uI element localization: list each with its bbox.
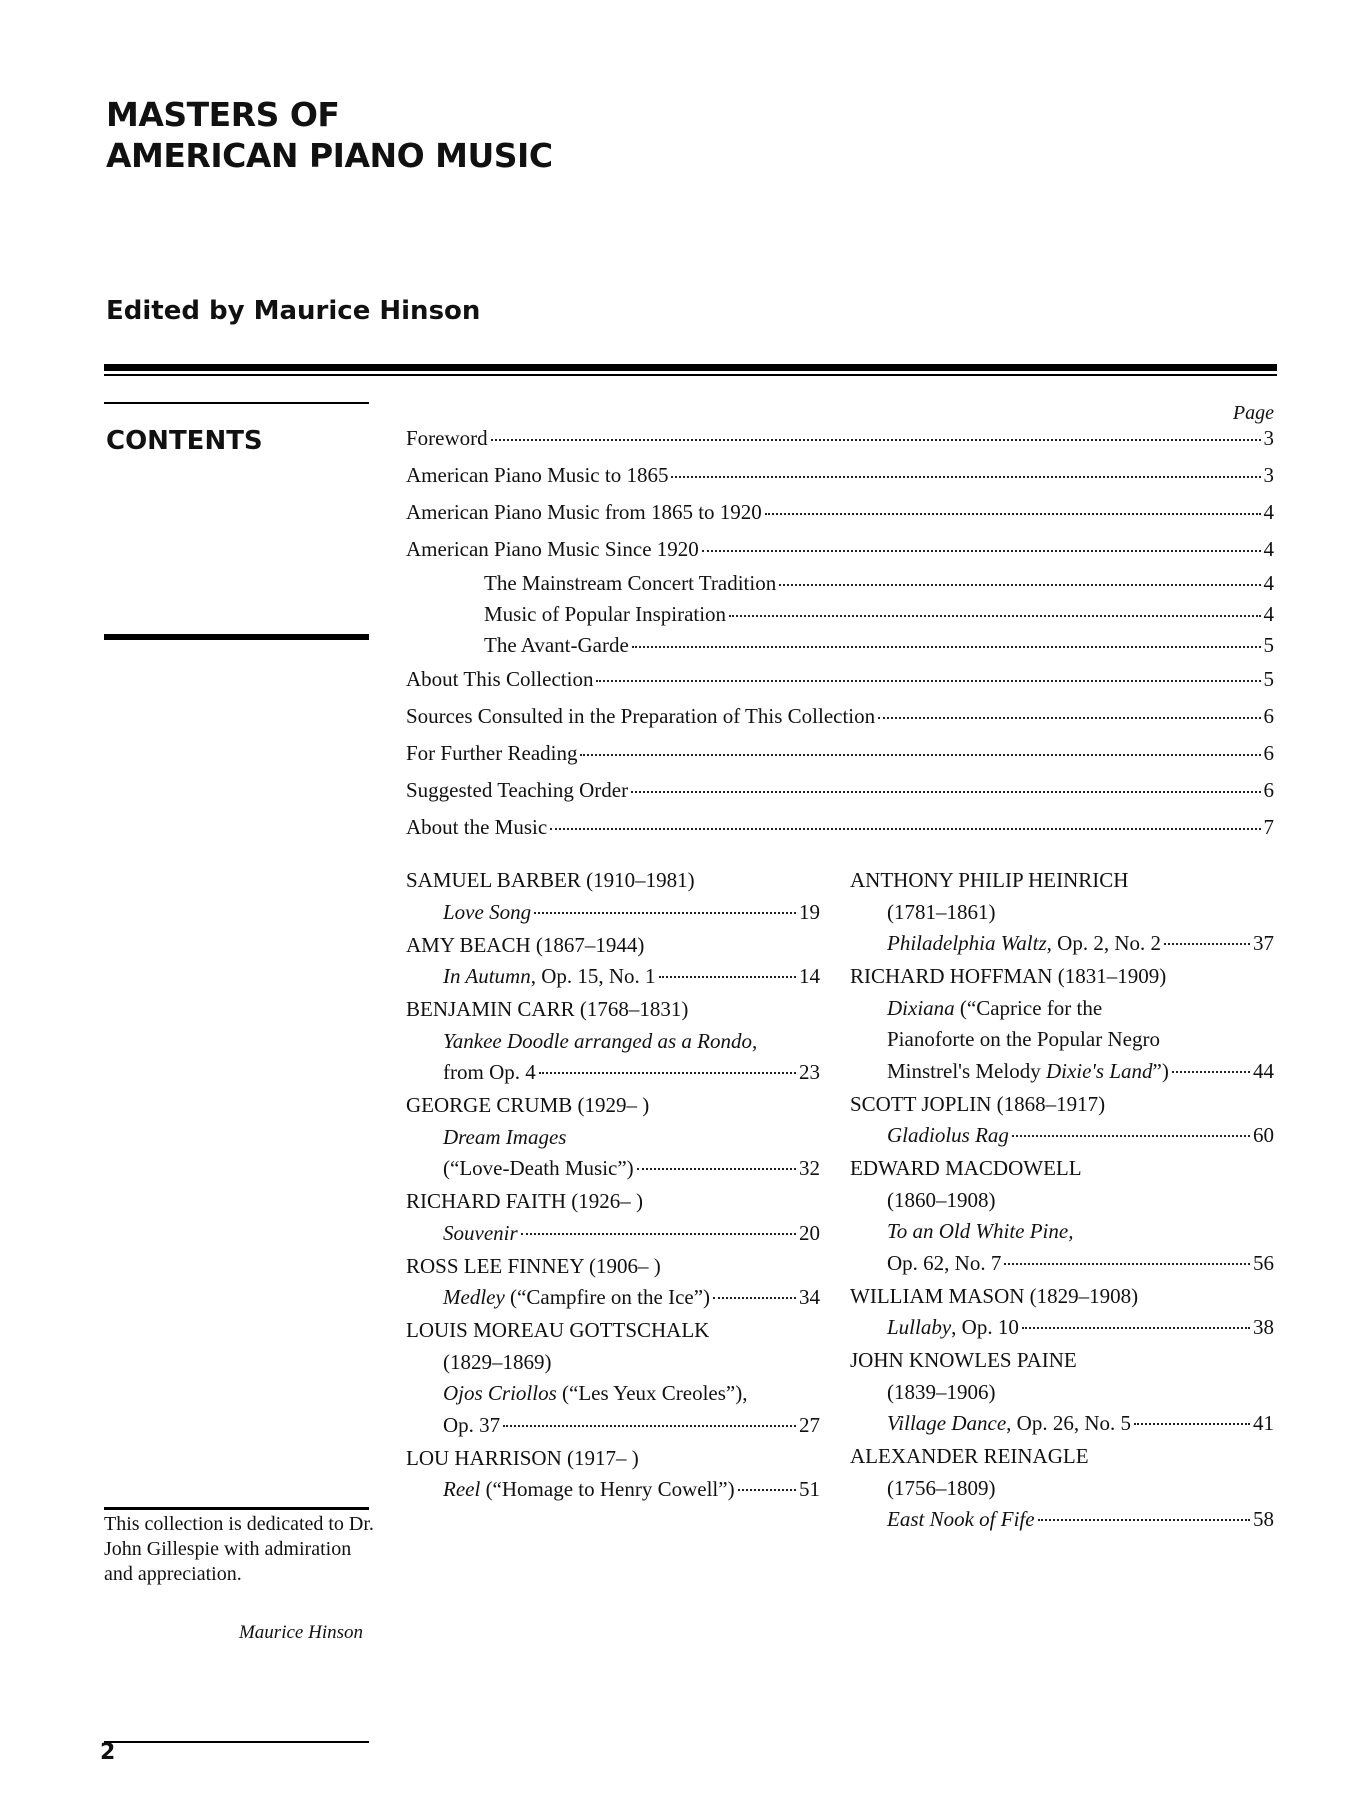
composer-list-right — [850, 865, 1274, 1537]
work-title — [443, 1474, 735, 1506]
leader-dots — [659, 976, 796, 978]
composer-entry — [850, 1281, 1274, 1344]
composer-name: BENJAMIN CARR (1768–1831) — [406, 997, 689, 1021]
work-title-italic: Reel — [443, 1477, 481, 1501]
book-title — [106, 94, 553, 176]
composer-dates: (1756–1809) — [887, 1475, 996, 1500]
work-title-italic: Village Dance — [887, 1411, 1007, 1435]
work-title-italic: Dixie's Land — [1045, 1058, 1153, 1083]
work-line — [850, 1248, 1274, 1280]
toc-entry-label: For Further Reading — [406, 741, 578, 765]
work-line — [406, 961, 820, 993]
work-page: 34 — [799, 1285, 820, 1309]
toc-entry-page: 5 — [1263, 633, 1274, 657]
work-title-text: ”) — [1152, 1058, 1169, 1083]
work-line — [406, 1122, 820, 1154]
work-line — [850, 1216, 1274, 1248]
work-line — [850, 928, 1274, 960]
toc-entry — [406, 735, 1274, 772]
work-page: 38 — [1253, 1315, 1274, 1339]
composer-name: ROSS LEE FINNEY (1906– ) — [406, 1253, 661, 1278]
composer-list-left — [406, 865, 820, 1507]
work-title-italic: Gladiolus Rag — [887, 1123, 1009, 1147]
work-page: 14 — [799, 964, 820, 988]
work-title-text: , Op. 10 — [951, 1315, 1019, 1339]
work-title-italic: Ojos Criollos — [443, 1381, 557, 1405]
leader-dots — [539, 1072, 796, 1074]
work-title — [887, 1312, 1019, 1344]
work-line — [406, 1410, 820, 1442]
toc-leader-dots — [702, 550, 1261, 552]
composer-dates: (1839–1906) — [887, 1379, 996, 1404]
composer-dates: (1860–1908) — [887, 1187, 996, 1212]
leader-dots — [1172, 1071, 1250, 1073]
composer-name: SCOTT JOPLIN (1868–1917) — [850, 1091, 1106, 1116]
work-title — [443, 1122, 566, 1154]
toc-entry — [406, 457, 1274, 494]
work-title — [443, 1057, 536, 1089]
work-title — [887, 1056, 1169, 1088]
composer-name: WILLIAM MASON (1829–1908) — [850, 1283, 1139, 1308]
composer-name: EDWARD MACDOWELL — [850, 1156, 1082, 1180]
composer-entry — [850, 865, 1274, 960]
dedication-text: This collection is dedicated to Dr. John Gillespie with admiration and appreciation. — [104, 1513, 374, 1585]
composer-entry — [406, 1315, 820, 1441]
work-title-text: (“Homage to Henry Cowell”) — [480, 1477, 735, 1501]
composer-entry — [406, 994, 820, 1089]
work-page: 32 — [799, 1156, 820, 1180]
work-title-italic: Yankee Doodle arranged as a Rondo, — [443, 1028, 758, 1053]
work-title-text: Op. 37 — [443, 1412, 501, 1437]
work-line — [406, 1057, 820, 1089]
work-title — [443, 1282, 710, 1314]
work-title-italic: To an Old White Pine, — [887, 1219, 1074, 1243]
work-title — [443, 1026, 757, 1058]
composer-entry — [406, 865, 820, 928]
header-rule-thick — [104, 364, 1277, 371]
work-title — [443, 1410, 500, 1442]
work-page: 60 — [1253, 1123, 1274, 1147]
toc-leader-dots — [765, 513, 1261, 515]
toc-leader-dots — [779, 584, 1260, 586]
work-title-italic: East Nook of Fife — [887, 1507, 1035, 1531]
composer-entry — [406, 1443, 820, 1506]
toc-entry-page: 5 — [1263, 667, 1274, 691]
composer-entry — [850, 1153, 1274, 1279]
work-title-text: (“Love-Death Music”) — [443, 1156, 634, 1180]
leader-dots — [637, 1168, 796, 1170]
toc-entry-page: 4 — [1263, 500, 1274, 524]
toc-entry-page: 6 — [1263, 741, 1274, 765]
toc-entry-label: About This Collection — [406, 667, 594, 691]
work-page: 27 — [799, 1412, 820, 1437]
toc-entry-label: American Piano Music to 1865 — [406, 463, 669, 487]
work-title — [887, 1248, 1001, 1280]
work-title-italic: Dixiana — [887, 995, 955, 1020]
toc-entry-page: 6 — [1263, 704, 1274, 728]
work-title-text: Minstrel's Melody — [887, 1058, 1046, 1083]
work-title-text: , Op. 15, No. 1 — [530, 964, 656, 988]
work-line — [406, 1218, 820, 1250]
work-title-text: Op. 62, No. 7 — [887, 1250, 1002, 1275]
editor-credit: Edited by Maurice Hinson — [106, 296, 481, 326]
composer-entry — [406, 1090, 820, 1185]
work-title — [887, 993, 1102, 1025]
toc-entry — [406, 698, 1274, 735]
work-title-italic: In Autumn — [443, 964, 531, 988]
toc-leader-dots — [631, 791, 1260, 793]
toc-entry — [406, 809, 1274, 846]
toc-entry — [406, 494, 1274, 531]
work-line — [850, 1056, 1274, 1088]
title-line-2: AMERICAN PIANO MUSIC — [106, 136, 553, 175]
leader-dots — [521, 1233, 796, 1235]
work-line — [850, 993, 1274, 1025]
footer-rule — [104, 1741, 369, 1743]
dedication-rule — [104, 1507, 369, 1510]
composer-name: RICHARD FAITH (1926– ) — [406, 1189, 644, 1213]
leader-dots — [713, 1297, 796, 1299]
work-title-text: (“Campfire on the Ice”) — [504, 1285, 711, 1309]
toc-entry-page: 4 — [1263, 537, 1274, 561]
work-title-text: from Op. 4 — [443, 1060, 536, 1084]
work-title-italic: Love Song — [443, 899, 532, 924]
toc-entry-label: American Piano Music Since 1920 — [406, 537, 699, 561]
composer-name: AMY BEACH (1867–1944) — [406, 932, 645, 957]
toc-entry — [406, 531, 1274, 568]
header-rule-thin — [104, 374, 1277, 376]
composer-name: GEORGE CRUMB (1929– ) — [406, 1093, 650, 1117]
work-title — [887, 1120, 1009, 1152]
leader-dots — [1134, 1423, 1250, 1425]
toc-entry-label: Music of Popular Inspiration — [484, 602, 727, 626]
toc-leader-dots — [596, 680, 1260, 682]
toc-entry-label: The Mainstream Concert Tradition — [484, 571, 777, 595]
composer-dates: (1829–1869) — [443, 1349, 552, 1374]
work-line — [406, 1474, 820, 1506]
work-title — [887, 1504, 1035, 1536]
work-title-text: , Op. 26, No. 5 — [1006, 1411, 1131, 1435]
work-title-italic: Medley — [443, 1285, 505, 1309]
composer-name: RICHARD HOFFMAN (1831–1909) — [850, 964, 1167, 988]
toc-entry-page: 3 — [1263, 426, 1274, 450]
work-title — [443, 961, 656, 993]
toc-leader-dots — [729, 615, 1260, 617]
contents-rule-bottom — [104, 634, 369, 640]
work-title-italic: Philadelphia Waltz — [887, 931, 1047, 955]
toc-entry-label: Foreword — [406, 426, 488, 450]
work-title-italic: Lullaby — [887, 1315, 952, 1339]
composer-entry — [406, 1251, 820, 1314]
leader-dots — [1022, 1327, 1250, 1329]
work-page: 51 — [799, 1477, 820, 1501]
toc-entry-page: 4 — [1263, 602, 1274, 626]
toc-leader-dots — [550, 828, 1260, 830]
toc-leader-dots — [878, 717, 1260, 719]
work-title-italic: Dream Images — [443, 1124, 567, 1149]
title-line-1: MASTERS OF — [106, 95, 340, 134]
composer-dates: (1781–1861) — [887, 899, 996, 924]
composer-entry — [850, 1441, 1274, 1536]
page-number: 2 — [100, 1740, 116, 1765]
leader-dots — [1038, 1519, 1250, 1521]
work-title-text: (“Les Yeux Creoles”), — [556, 1381, 748, 1405]
composer-name: LOUIS MOREAU GOTTSCHALK — [406, 1318, 710, 1342]
work-page: 37 — [1253, 931, 1274, 955]
toc-entry — [406, 630, 1274, 661]
composer-entry — [850, 1345, 1274, 1440]
work-title — [443, 1218, 518, 1250]
work-page: 23 — [799, 1060, 820, 1084]
work-line — [406, 1026, 820, 1058]
work-page: 58 — [1253, 1507, 1274, 1531]
work-line — [850, 1024, 1274, 1056]
composer-entry — [406, 1186, 820, 1249]
work-line — [406, 1378, 820, 1410]
work-page: 56 — [1253, 1250, 1274, 1275]
work-page: 19 — [799, 899, 820, 924]
work-title — [443, 897, 531, 929]
toc-entry-label: Sources Consulted in the Preparation of This Collection — [406, 704, 876, 728]
leader-dots — [503, 1425, 796, 1427]
toc-leader-dots — [580, 754, 1260, 756]
work-title — [443, 1378, 747, 1410]
dedication-signature: Maurice Hinson — [238, 1622, 363, 1643]
work-page: 20 — [799, 1220, 820, 1245]
composer-entry — [850, 1089, 1274, 1152]
table-of-contents — [406, 420, 1274, 846]
leader-dots — [738, 1489, 796, 1491]
work-line — [406, 897, 820, 929]
work-title — [443, 1153, 634, 1185]
toc-entry — [406, 772, 1274, 809]
work-title-text: , Op. 2, No. 2 — [1046, 931, 1161, 955]
toc-entry-page: 4 — [1263, 571, 1274, 595]
leader-dots — [1164, 943, 1250, 945]
contents-rule-top — [104, 402, 369, 404]
composer-entry — [850, 961, 1274, 1087]
toc-entry-label: About the Music — [406, 815, 548, 839]
toc-leader-dots — [671, 476, 1260, 478]
composer-name: LOU HARRISON (1917– ) — [406, 1445, 639, 1470]
toc-entry-label: Suggested Teaching Order — [406, 778, 629, 802]
work-line — [850, 1408, 1274, 1440]
toc-entry-page: 6 — [1263, 778, 1274, 802]
composer-entry — [406, 930, 820, 993]
composer-name: ALEXANDER REINAGLE — [850, 1444, 1089, 1468]
work-page: 41 — [1253, 1411, 1274, 1435]
toc-entry-label: American Piano Music from 1865 to 1920 — [406, 500, 762, 524]
work-line — [850, 1120, 1274, 1152]
work-title — [887, 1408, 1131, 1440]
work-page: 44 — [1253, 1058, 1274, 1083]
toc-leader-dots — [632, 646, 1261, 648]
toc-entry-page: 7 — [1263, 815, 1274, 839]
work-title-text: Pianoforte on the Popular Negro — [887, 1027, 1160, 1051]
toc-entry — [406, 599, 1274, 630]
toc-entry — [406, 661, 1274, 698]
toc-leader-dots — [491, 439, 1261, 441]
toc-entry-label: The Avant-Garde — [484, 633, 629, 657]
work-title — [887, 928, 1161, 960]
composer-name: JOHN KNOWLES PAINE — [850, 1348, 1077, 1372]
work-title-text: (“Caprice for the — [954, 995, 1103, 1020]
page-column-label: Page — [1232, 402, 1274, 424]
work-line — [850, 1504, 1274, 1536]
work-line — [406, 1153, 820, 1185]
work-title — [887, 1024, 1160, 1056]
leader-dots — [1012, 1135, 1250, 1137]
work-title-italic: Souvenir — [443, 1220, 518, 1245]
toc-entry — [406, 420, 1274, 457]
work-line — [406, 1282, 820, 1314]
work-title — [887, 1216, 1073, 1248]
composer-name: ANTHONY PHILIP HEINRICH — [850, 868, 1129, 892]
leader-dots — [534, 912, 796, 914]
contents-heading: CONTENTS — [106, 426, 263, 456]
composer-name: SAMUEL BARBER (1910–1981) — [406, 868, 695, 892]
toc-entry-page: 3 — [1263, 463, 1274, 487]
work-line — [850, 1312, 1274, 1344]
toc-entry — [406, 568, 1274, 599]
leader-dots — [1004, 1263, 1250, 1265]
